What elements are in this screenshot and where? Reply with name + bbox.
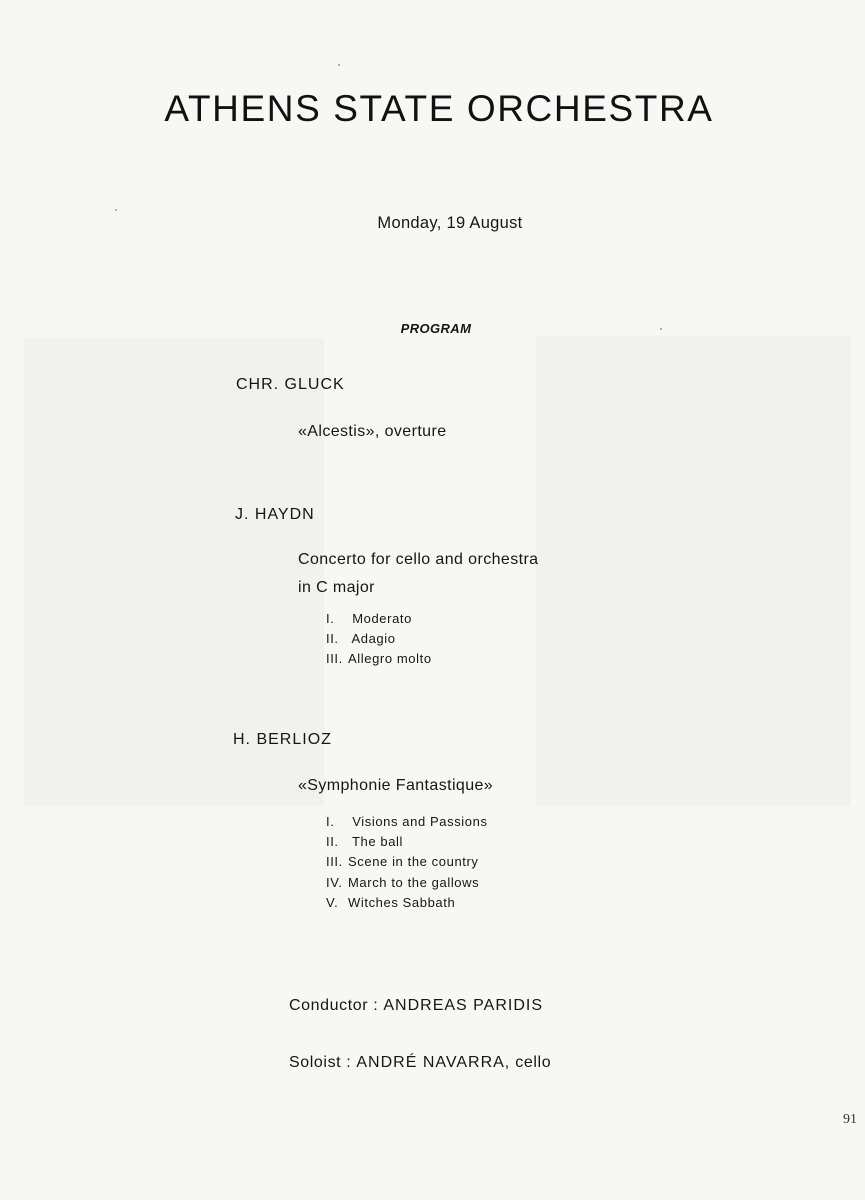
soloist-name: ANDRÉ NAVARRA, [356, 1054, 511, 1071]
movement-name: Allegro molto [348, 651, 432, 667]
show-through-panel-right [536, 336, 851, 806]
conductor-name: ANDREAS PARIDIS [383, 997, 543, 1014]
orchestra-title: ATHENS STATE ORCHESTRA [164, 88, 714, 129]
soloist-credit [289, 1054, 551, 1072]
movement-item [326, 873, 488, 893]
movement-item [326, 649, 432, 669]
movement-number: III. [326, 651, 343, 667]
movement-name: Witches Sabbath [348, 894, 456, 910]
movement-item [326, 893, 488, 913]
movement-name: Visions and Passions [352, 814, 488, 829]
movement-name: Adagio [351, 631, 396, 647]
composer-gluck: CHR. GLUCK [236, 376, 345, 393]
paper-speck [338, 64, 340, 66]
paper-speck [115, 209, 117, 211]
movement-name: The ball [351, 834, 404, 850]
movement-number: IV. [326, 874, 343, 890]
movement-number: I. [326, 814, 335, 829]
conductor-label: Conductor : [289, 997, 379, 1014]
movement-number: II. [326, 631, 339, 647]
work-title [298, 772, 493, 800]
work-title [298, 546, 538, 602]
conductor-credit [289, 997, 543, 1015]
movement-list [326, 812, 488, 913]
movement-number: II. [326, 834, 339, 850]
movement-number: III. [326, 854, 343, 870]
movement-number: I. [326, 611, 335, 626]
movement-name: March to the gallows [348, 874, 480, 890]
soloist-instrument: cello [515, 1054, 552, 1071]
work-title-line: «Alcestis», overture [298, 423, 447, 440]
movement-item [326, 832, 488, 852]
movement-item [326, 629, 432, 649]
movement-item [326, 609, 432, 629]
work-title [298, 418, 447, 446]
soloist-label: Soloist : [289, 1054, 352, 1071]
composer-haydn: J. HAYDN [235, 506, 315, 523]
movement-list [326, 609, 432, 670]
movement-number: V. [326, 894, 339, 910]
work-title-line: in C major [298, 579, 375, 596]
page-number: 91 [843, 1112, 857, 1127]
movement-name: Moderato [352, 611, 412, 626]
composer-berlioz: H. BERLIOZ [233, 731, 332, 748]
movement-item [326, 812, 488, 832]
program-heading: PROGRAM [400, 321, 472, 336]
movement-item [326, 852, 488, 872]
concert-date: Monday, 19 August [377, 214, 523, 232]
work-title-line: Concerto for cello and orchestra [298, 551, 539, 568]
movement-name: Scene in the country [348, 854, 479, 870]
work-title-line: «Symphonie Fantastique» [298, 777, 494, 794]
